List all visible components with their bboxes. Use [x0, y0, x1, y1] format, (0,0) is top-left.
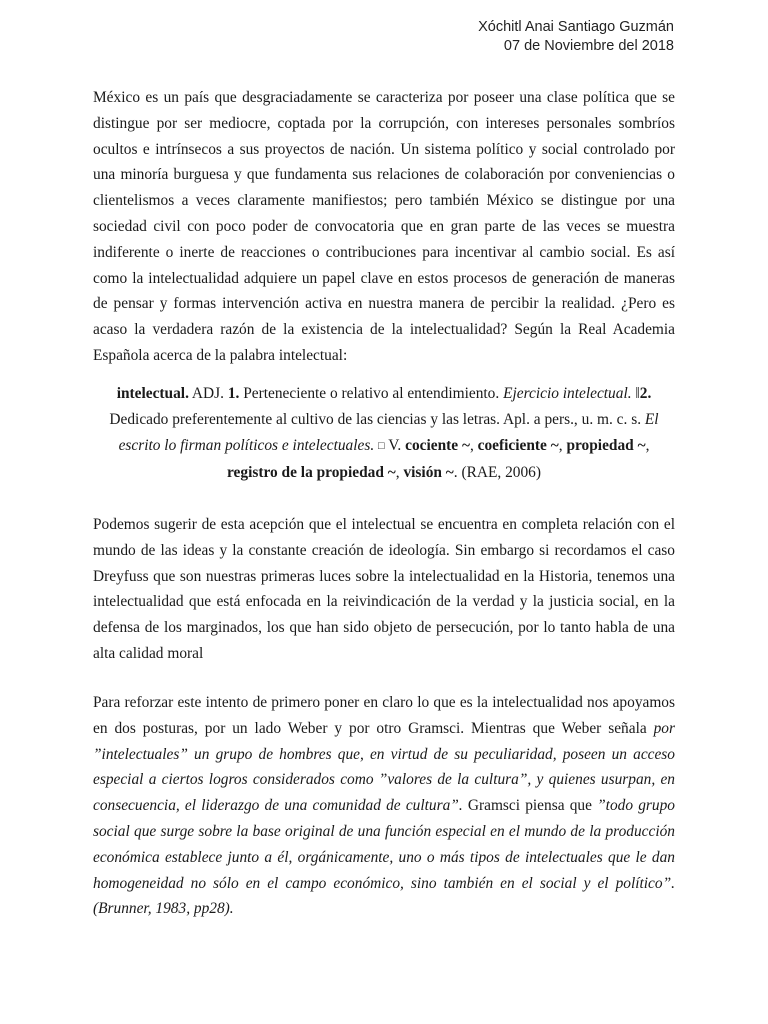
- comma: ,: [558, 436, 567, 454]
- paragraph-intro: México es un país que desgraciadamente se caracteriza por poseer una clase política que se distingue por ser mediocre, coptada por la corrupción, con intereses personales sombríos ocultos e intrínsecos a sus proyectos de nación. Un sistema político y social controlado por una minoría burguesa y que fundamenta sus relaciones de colaboración por conveniencias o clientelismos a veces claramente manifiestos; pero también México se distingue por una sociedad civil con poco poder de convocatoria que en gran parte de las veces se muestra indiferente o inerte de reacciones o contribuciones para incentivar al cambio social. Es así como la intelectualidad adquiere un papel clave en estos procesos de generación de maneras de pensar y formas intervención activa en nuestra manera de percibir la realidad. ¿Pero es acaso la verdadera razón de la existencia de la intelectualidad? Según la Real Academia Española acerca de la palabra intelectual:: [93, 89, 675, 364]
- see-also-marker: V.: [384, 436, 406, 454]
- definition-pos: ADJ.: [188, 385, 228, 402]
- paragraph-text: Gramsci piensa que: [462, 797, 598, 815]
- see-also-ref: visión ~: [403, 464, 454, 482]
- sense-1-example: Ejercicio intelectual.: [503, 385, 632, 402]
- comma: ,: [645, 436, 650, 454]
- dictionary-definition: [100, 381, 668, 486]
- document-date: 07 de Noviembre del 2018: [503, 38, 674, 54]
- paragraph-dreyfuss: Podemos sugerir de esta acepción que el intelectual se encuentra en completa relación con el mundo de las ideas y la constante creación de ideología. Sin embargo si recordamos el caso Dreyfuss que son nuestras primeras luces sobre la intelectualidad en la Historia, tenemos una intelectualidad que está enfocada en la reivindicación de la verdad y la justicia social, en la defensa de los marginados, los que han sido objeto de persecución, por lo tanto habla de una alta calidad moral: [93, 516, 675, 662]
- see-also-ref: cociente ~: [405, 436, 470, 454]
- comma: ,: [469, 436, 478, 454]
- citation: (Brunner, 1983, pp28).: [93, 900, 234, 918]
- definition-citation: . (RAE, 2006): [453, 464, 542, 482]
- sense-2-text: Dedicado preferentemente al cultivo de las ciencias y las letras. Apl. a pers., u. m. c. s.: [109, 410, 645, 428]
- paragraph-weber-gramsci: [93, 690, 675, 922]
- sense-2-example: El escrito lo firman políticos e intelectuales.: [118, 410, 659, 454]
- document-header: [478, 18, 674, 56]
- weber-quote: por ”intelectuales” un grupo de hombres que, en virtud de su peculiaridad, poseen un acceso especial a ciertos logros considerados como ”valores de la cultura”, y quienes usurpan, en consecuencia, el liderazgo de una comunidad de cultura”.: [93, 719, 675, 815]
- gramsci-quote: ”todo grupo social que surge sobre la base original de una función especial en el mundo de la producción económica establece junto a él, orgánicamente, uno o más tipos de intelectuales que le dan homogeneidad no sólo en el campo económico, sino también en el social y el político”.: [93, 797, 676, 892]
- see-also-ref: registro de la propiedad ~: [226, 464, 396, 482]
- sense-separator: ‖: [631, 385, 640, 402]
- sense-number-2: 2.: [639, 385, 652, 402]
- square-symbol-icon: □: [378, 439, 385, 452]
- paragraph-text: Para reforzar este intento de primero poner en claro lo que es la intelectualidad nos apoyamos en dos posturas, por un lado Weber y por otro Gramsci. Mientras que Weber señala: [93, 694, 675, 737]
- definition-headword: intelectual.: [116, 385, 189, 402]
- author-name: Xóchitl Anai Santiago Guzmán: [478, 19, 674, 35]
- sense-1-text: Perteneciente o relativo al entendimiento.: [239, 385, 504, 402]
- see-also-ref: propiedad ~: [566, 436, 646, 454]
- sense-number-1: 1.: [227, 385, 240, 402]
- see-also-ref: coeficiente ~: [477, 436, 559, 454]
- comma: ,: [395, 464, 404, 482]
